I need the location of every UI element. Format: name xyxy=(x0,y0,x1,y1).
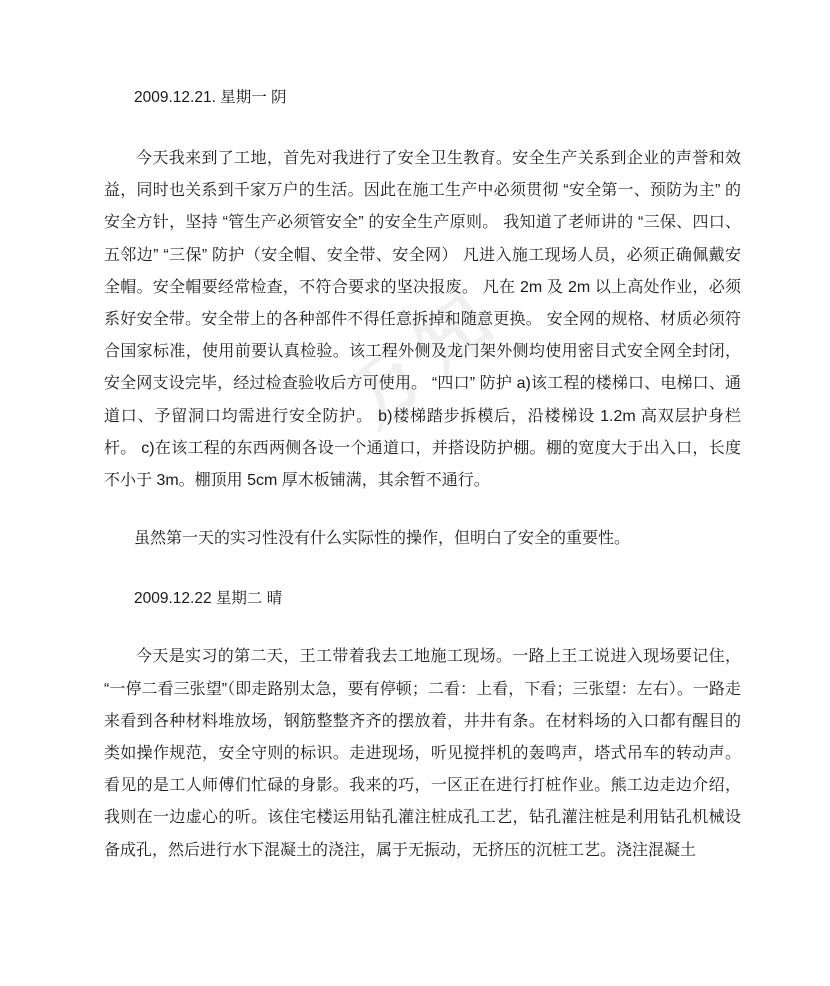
entry-1-paragraph-1: 今天我来到了工地，首先对我进行了安全卫生教育。安全生产关系到企业的声誉和效益，同时也关系到千家万户的生活。因此在施工生产中必须贯彻 “安全第一、预防为主” 的安全方针，坚持 “管生产必须管安全” 的安全生产原则。 我知道了老师讲的 “三保、四口、五邻边” “三保” 防护（安全帽、安全带、安全网） 凡进入施工现场人员，必须正确佩戴安全帽。安全帽要经常检查，不符合要求的坚决报废。 凡在 2m 及 2m 以上高处作业，必须系好安全带。安全带上的各种部件不得任意拆掉和随意更换。 安全网的规格、材质必须符合国家标准，使用前要认真检验。该工程外侧及龙门架外侧均使用密目式安全网全封闭，安全网支设完毕，经过检查验收后方可使用。 “四口” 防护 a)该工程的楼梯口、电梯口、通道口、予留洞口均需进行安全防护。 b)楼梯踏步拆模后，沿楼梯设 1.2m 高双层护身栏杆。 c)在该工程的东西两侧各设一个通道口，并搭设防护棚。棚的宽度大于出入口，长度不小于 3m。棚顶用 5cm 厚木板铺满，其余暂不通行。 xyxy=(104,150,741,490)
watermark-text: 万知 xyxy=(331,272,516,442)
spacer-before-entry-2-date xyxy=(104,555,741,583)
spacer-entry-1-para-gap xyxy=(104,497,741,523)
document-content xyxy=(104,0,741,867)
spacer-after-entry-2-date xyxy=(104,615,741,641)
spacer-after-entry-1-date xyxy=(104,114,741,143)
entry-2-date-heading: 2009.12.22 星期二 晴 xyxy=(134,590,283,608)
entry-2-paragraph-1: 今天是实习的第二天，王工带着我去工地施工现场。一路上王工说进入现场要记住，“一停二看三张望”（即走路别太急，要有停顿；二看：上看，下看；三张望：左右）。一路走来看到各种材料堆放场，钢筋整整齐齐的摆放着，井井有条。在材料场的入口都有醒目的类如操作规范，安全守则的标识。走进现场，听见搅拌机的轰鸣声，塔式吊车的转动声。看见的是工人师傅们忙碌的身影。我来的巧，一区正在进行打桩作业。熊工边走边介绍，我则在一边虚心的听。该住宅楼运用钻孔灌注桩成孔工艺，钻孔灌注桩是利用钻孔机械设备成孔，然后进行水下混凝土的浇注，属于无振动，无挤压的沉桩工艺。浇注混凝土 xyxy=(104,648,741,859)
entry-1-paragraph-2: 虽然第一天的实习性没有什么实际性的操作，但明白了安全的重要性。 xyxy=(134,530,631,548)
entry-1-date-heading: 2009.12.21. 星期一 阴 xyxy=(134,89,287,106)
top-spacer xyxy=(104,0,741,82)
